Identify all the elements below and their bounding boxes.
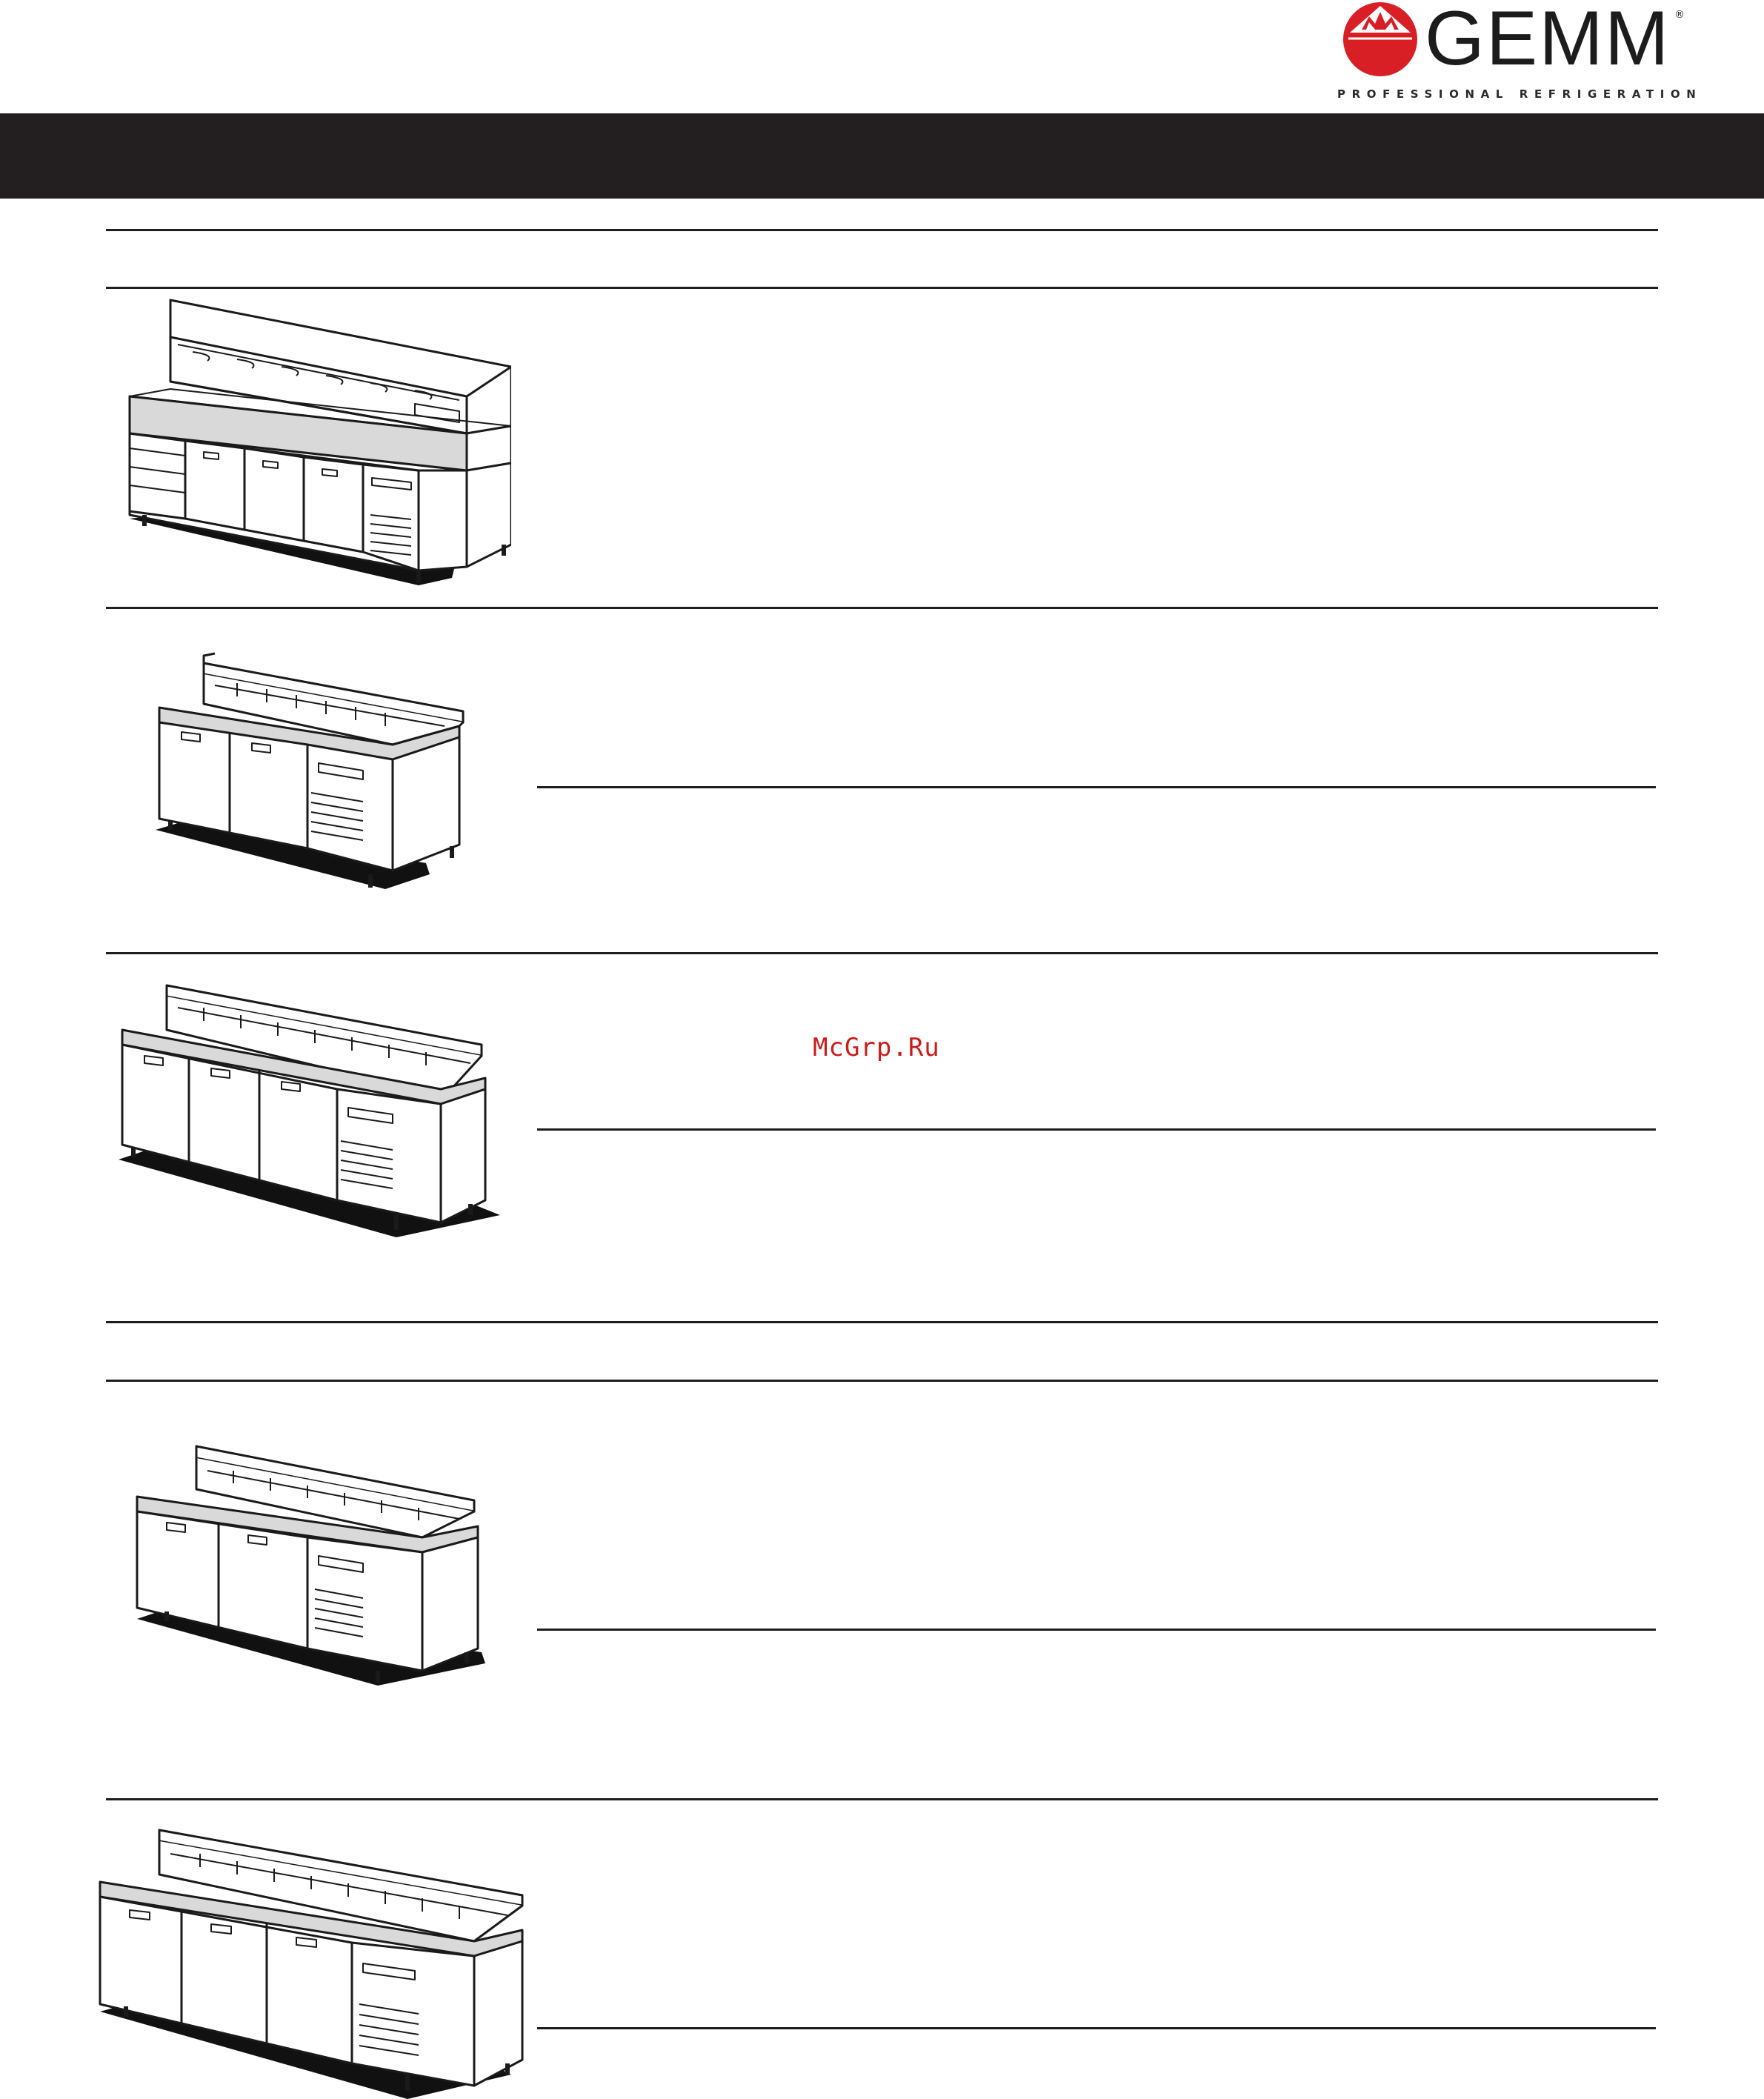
brand-logo	[1337, 0, 1703, 104]
section-rule-top	[106, 229, 1658, 231]
row-rule	[106, 1380, 1658, 1382]
pizza-counter-two-door-icon	[148, 652, 474, 897]
pizza-counter-two-door-icon	[133, 1437, 489, 1693]
product-illustration	[96, 1823, 526, 2099]
product-illustration	[133, 1437, 489, 1693]
product-illustration	[115, 978, 507, 1245]
row-rule	[106, 952, 1658, 954]
product-illustration	[148, 652, 474, 897]
product-illustration	[126, 293, 511, 589]
brand-tagline: PROFESSIONAL REFRIGERATION	[1337, 87, 1703, 101]
section-rule	[106, 1321, 1658, 1323]
row-rule	[106, 287, 1658, 289]
row-rule	[106, 1798, 1658, 1800]
watermark-text: McGrp.Ru	[813, 1033, 940, 1062]
spec-rule	[537, 786, 1656, 788]
spec-rule	[537, 2027, 1656, 2029]
row-rule	[106, 607, 1658, 609]
spec-rule	[537, 1629, 1656, 1631]
pizza-counter-three-door-icon	[115, 978, 507, 1245]
brand-wordmark: GEMM	[1425, 0, 1671, 82]
header-band	[0, 113, 1764, 199]
spec-rule	[537, 1128, 1656, 1131]
registered-mark: ®	[1674, 9, 1685, 21]
pizza-counter-drawers-glass-display-icon	[126, 293, 511, 589]
pizza-counter-three-door-long-icon	[96, 1823, 526, 2099]
gemm-emblem-icon	[1341, 0, 1419, 79]
